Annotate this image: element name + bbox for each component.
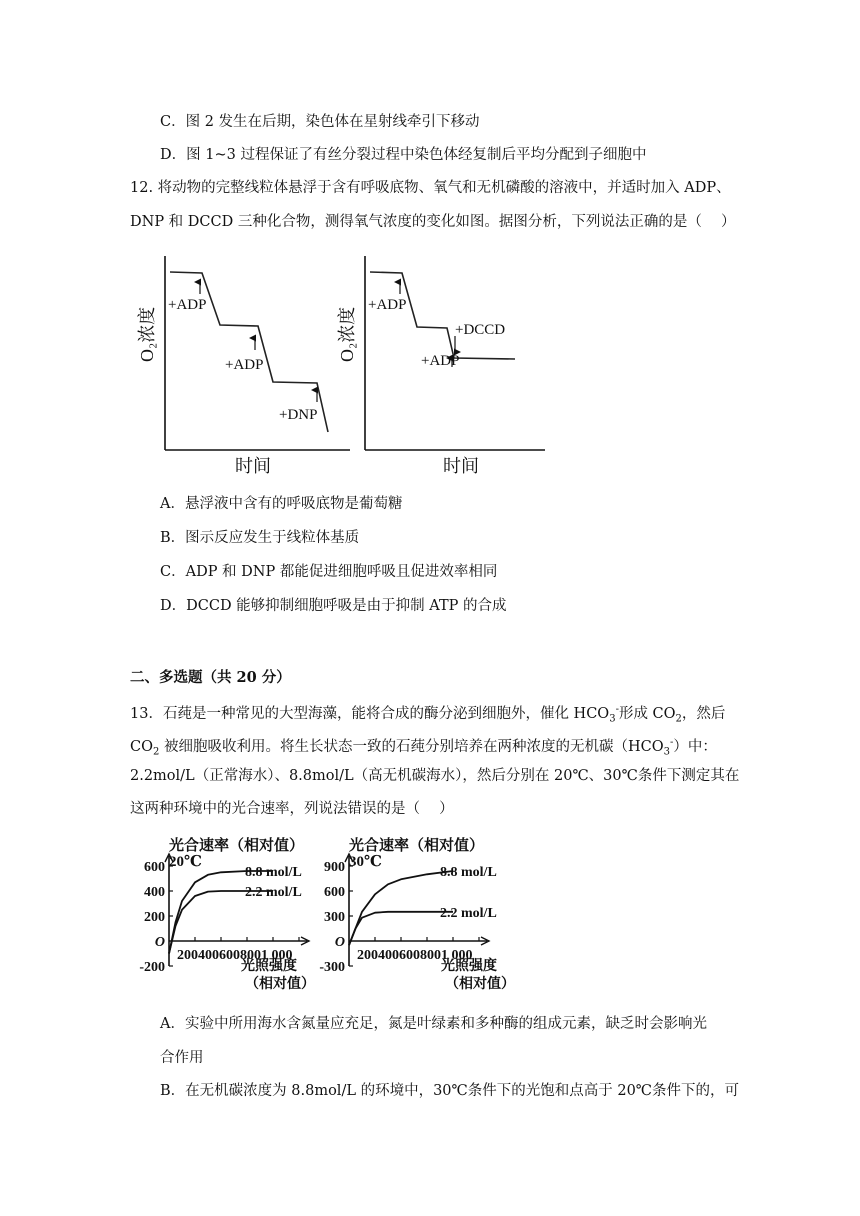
series-label: 2.2 mol/L — [245, 885, 302, 900]
x-tick-labels: 2004006008001 000 — [357, 948, 473, 963]
series-line — [349, 871, 453, 945]
q12-stem-line2: DNP 和 DCCD 三种化合物，测得氧气浓度的变化如图。据图分析，下列说法正确的是（ ） — [130, 214, 736, 230]
label-dnp: +DNP — [279, 407, 318, 423]
q13-chart-20c — [125, 830, 325, 1000]
chart-xlabel-unit: （相对值） — [245, 977, 315, 992]
y-tick-label: O — [334, 935, 345, 950]
q12-option-b: B．图示反应发生于线粒体基质 — [160, 530, 360, 546]
q12-figure-1 — [135, 252, 350, 477]
o2-curve — [370, 272, 515, 359]
section-2-title: 二、多选题（共 20 分） — [130, 669, 291, 686]
y-tick-label: 300 — [324, 910, 345, 925]
y-tick-label: 600 — [324, 885, 345, 900]
q12-figure-2 — [335, 252, 550, 477]
y-tick-label: 200 — [144, 910, 165, 925]
y-tick-label: 900 — [324, 860, 345, 875]
y-tick-label: O — [154, 935, 165, 950]
q13-stem-line4: 这两种环境中的光合速率，列说法错误的是（ ） — [130, 801, 454, 817]
label-dccd: +DCCD — [455, 322, 506, 338]
label-adp-2: +ADP — [421, 353, 460, 369]
chart-xlabel: 光照强度 — [241, 959, 297, 974]
series-label: 8.8 mol/L — [245, 865, 302, 880]
series-label: 2.2 mol/L — [440, 905, 497, 921]
chart-ylabel: 光合速率（相对值） — [169, 838, 305, 854]
q12-stem-line1: 12. 将动物的完整线粒体悬浮于含有呼吸底物、氧气和无机磷酸的溶液中，并适时加入 ADP、 — [130, 180, 731, 196]
y-tick-label: 400 — [144, 885, 165, 900]
q11-option-c: C．图 2 发生在后期，染色体在星射线牵引下移动 — [160, 114, 480, 130]
q13-chart-30c — [305, 830, 515, 1000]
y-tick-label: 600 — [144, 860, 165, 875]
q13-stem-line1: 13．石莼是一种常见的大型海藻，能将合成的酶分泌到细胞外，催化 $HCO_3^-$形成 $CO_2$，然后 — [130, 704, 726, 725]
chart-title: 20℃ — [169, 854, 202, 870]
label-adp-1: +ADP — [368, 297, 407, 313]
y-axis-label: O₂浓度 — [137, 306, 157, 362]
series-line — [169, 891, 273, 954]
q13-stem-line3: 2.2mol/L（正常海水）、8.8mol/L（高无机碳海水），然后分别在 20℃、30℃条件下测定其在 — [130, 768, 740, 784]
q12-option-a: A．悬浮液中含有的呼吸底物是葡萄糖 — [160, 496, 403, 512]
chart-xlabel: 光照强度 — [441, 959, 497, 974]
series-label: 8.8 mol/L — [440, 865, 497, 880]
x-tick-labels: 2004006008001 000 — [177, 948, 293, 963]
q11-option-d: D．图 1~3 过程保证了有丝分裂过程中染色体经复制后平均分配到子细胞中 — [160, 147, 647, 163]
chart-ylabel: 光合速率（相对值） — [349, 838, 485, 854]
label-adp-2: +ADP — [225, 357, 264, 373]
q12-option-d: D．DCCD 能够抑制细胞呼吸是由于抑制 ATP 的合成 — [160, 598, 507, 614]
x-axis-label: 时间 — [235, 456, 271, 476]
y-axis-label: O₂浓度 — [337, 306, 357, 362]
y-tick-label: -300 — [319, 960, 345, 975]
q13-option-b-line1: B．在无机碳浓度为 8.8mol/L 的环境中，30℃条件下的光饱和点高于 20℃条件下的，可 — [160, 1083, 740, 1099]
y-tick-label: -200 — [139, 960, 165, 975]
label-adp-1: +ADP — [168, 297, 207, 313]
q13-stem-line2: $CO_2$ 被细胞吸收利用。将生长状态一致的石莼分别培养在两种浓度的无机碳$(HCO_3^-)$中： — [130, 737, 717, 758]
x-axis-label: 时间 — [443, 456, 479, 476]
chart-title: 30℃ — [349, 854, 382, 870]
q13-option-a-line1: A．实验中所用海水含氮量应充足，氮是叶绿素和多种酶的组成元素，缺乏时会影响光 — [160, 1016, 707, 1032]
q12-option-c: C．ADP 和 DNP 都能促进细胞呼吸且促进效率相同 — [160, 564, 498, 580]
chart-xlabel-unit: （相对值） — [445, 977, 515, 992]
q13-option-a-line2: 合作用 — [160, 1050, 204, 1066]
